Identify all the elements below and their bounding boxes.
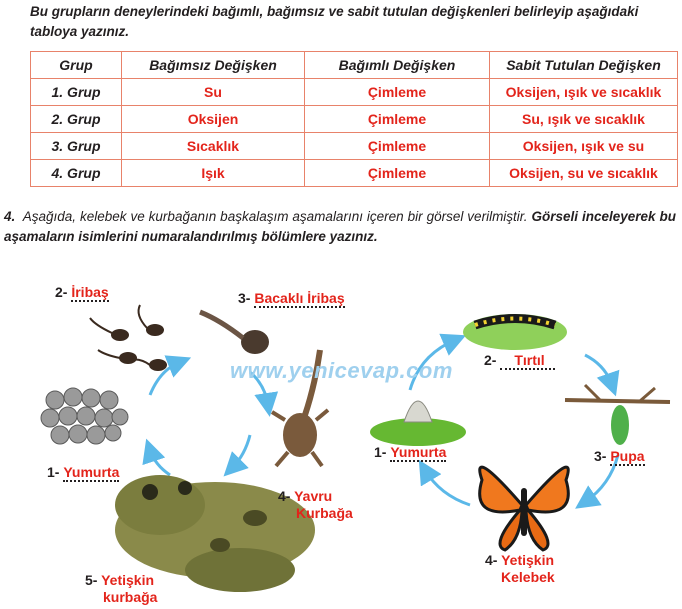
variables-table (30, 51, 678, 187)
butterfly-label-2-num: 2- (484, 352, 497, 368)
frog-label-1 (47, 464, 119, 482)
frog-label-1-num: 1- (47, 464, 60, 480)
cell-constant: Oksijen, ışık ve su (490, 133, 678, 160)
cell-independent: Oksijen (122, 106, 305, 133)
butterfly-label-4 (485, 552, 555, 586)
table-row (31, 160, 678, 187)
cell-constant: Oksijen, ışık ve sıcaklık (490, 79, 678, 106)
butterfly-answer-4a: Yetişkin (501, 552, 555, 568)
cell-dependent: Çimleme (305, 133, 490, 160)
frog-label-3-blank (254, 290, 344, 308)
butterfly-label-1-num: 1- (374, 444, 387, 460)
metamorphosis-illustration (0, 270, 682, 609)
table-header-row (31, 52, 678, 79)
question-text: Aşağıda, kelebek ve kurbağanın başkalaşım aşamalarını içeren bir görsel verilmiştir. (22, 209, 528, 224)
leaf-with-caterpillar-icon (463, 314, 567, 350)
cell-group: 4. Grup (31, 160, 122, 187)
cell-group: 1. Grup (31, 79, 122, 106)
cell-dependent: Çimleme (305, 79, 490, 106)
frog-answer-5b: kurbağa (103, 589, 158, 605)
cell-independent: Su (122, 79, 305, 106)
branch-with-pupa-icon (565, 385, 670, 445)
butterfly-label-3-blank (610, 448, 644, 466)
watermark: www.yenicevap.com (230, 358, 453, 383)
butterfly-label-2 (484, 352, 555, 370)
butterfly-answer-2: Tırtıl (514, 352, 545, 368)
header-group: Grup (31, 52, 122, 79)
frog-label-1-blank (63, 464, 119, 482)
frog-answer-3: Bacaklı İribaş (254, 290, 345, 306)
butterfly-label-3 (594, 448, 645, 466)
butterfly-label-3-num: 3- (594, 448, 607, 464)
butterfly-answer-3: Pupa (610, 448, 645, 464)
frog-label-3 (238, 290, 345, 308)
butterfly-label-1 (374, 444, 446, 462)
frog-label-2 (55, 284, 109, 302)
tadpole-icon (90, 305, 167, 371)
butterfly-label-1-blank (390, 444, 446, 462)
header-constant: Sabit Tutulan Değişken (490, 52, 678, 79)
frog-label-4-num: 4- (278, 488, 291, 504)
frog-eggs-icon (41, 388, 128, 444)
cell-dependent: Çimleme (305, 160, 490, 187)
cell-constant: Oksijen, su ve sıcaklık (490, 160, 678, 187)
cell-group: 3. Grup (31, 133, 122, 160)
frog-answer-1: Yumurta (63, 464, 120, 480)
table-row (31, 106, 678, 133)
butterfly-icon (480, 467, 569, 550)
leaf-with-egg-icon (370, 401, 466, 446)
question-4 (4, 207, 676, 247)
table-row (31, 79, 678, 106)
frog-label-2-num: 2- (55, 284, 68, 300)
frog-label-3-num: 3- (238, 290, 251, 306)
frog-answer-2: İribaş (71, 284, 109, 300)
cell-group: 2. Grup (31, 106, 122, 133)
legged-tadpole-icon (200, 312, 269, 354)
frog-label-2-blank (71, 284, 108, 302)
question-number: 4. (4, 209, 16, 224)
header-dependent: Bağımlı Değişken (305, 52, 490, 79)
table-row (31, 133, 678, 160)
frog-label-4 (278, 488, 353, 522)
frog-label-5-num: 5- (85, 572, 98, 588)
cell-independent: Işık (122, 160, 305, 187)
frog-answer-5a: Yetişkin (101, 572, 155, 588)
frog-label-5 (85, 572, 157, 606)
header-independent: Bağımsız Değişken (122, 52, 305, 79)
frog-answer-4b: Kurbağa (296, 505, 353, 521)
cell-dependent: Çimleme (305, 106, 490, 133)
frog-answer-4a: Yavru (294, 488, 333, 504)
butterfly-answer-4b: Kelebek (501, 569, 555, 585)
intro-text: Bu grupların deneylerindeki bağımlı, bağımsız ve sabit tutulan değişkenleri belirleyip aşağıdaki tabloya yazınız. (30, 4, 639, 39)
butterfly-answer-1: Yumurta (390, 444, 447, 460)
butterfly-label-4-num: 4- (485, 552, 498, 568)
butterfly-label-2-blank (500, 352, 554, 370)
question-instruction: Görseli inceleyerek bu aşamaların isimlerini numaralandırılmış bölümlere yazınız. (4, 209, 677, 244)
cell-independent: Sıcaklık (122, 133, 305, 160)
cell-constant: Su, ışık ve sıcaklık (490, 106, 678, 133)
